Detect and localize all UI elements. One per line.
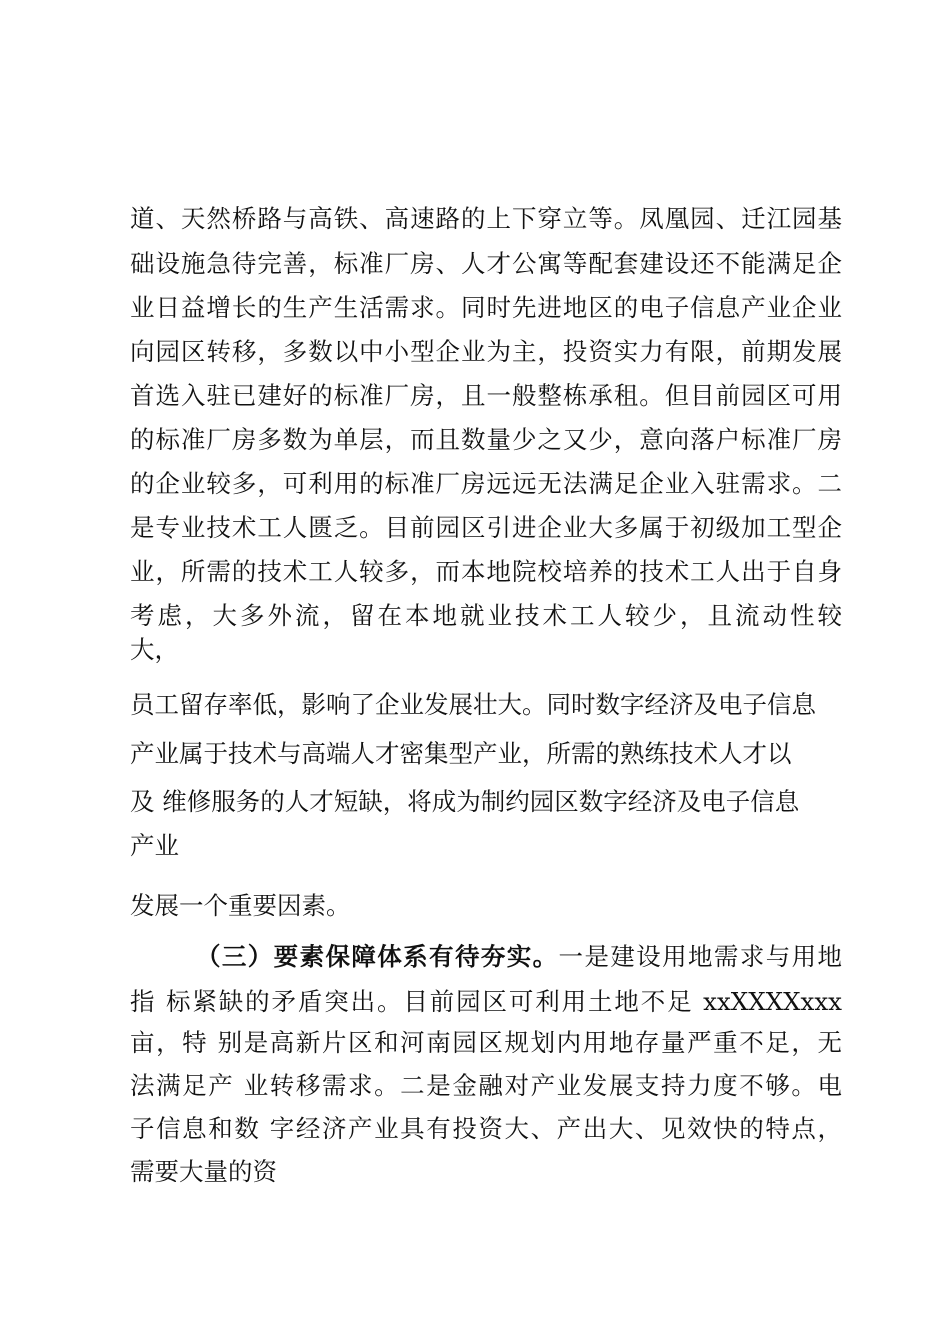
text-line: 及 维修服务的人才短缺，将成为制约园区数字经济及电子信息	[130, 787, 800, 816]
text-line: 员工留存率低，影响了企业发展壮大。同时数字经济及电子信息	[130, 690, 816, 719]
text-line: 产业	[130, 831, 179, 860]
section-text: 一是建设用地需求与用地	[558, 942, 842, 971]
section-heading-line	[196, 940, 842, 974]
text-line: 道、天然桥路与高铁、高速路的上下穿立等。凤凰园、迁江园基	[130, 204, 842, 233]
section-heading: （三）要素保障体系有待夯实。	[196, 942, 559, 971]
text-line: 向园区转移，多数以中小型企业为主，投资实力有限，前期发展	[130, 337, 842, 366]
text-line: 子信息和数 字经济产业具有投资大、产出大、见效快的特点，	[130, 1114, 842, 1143]
text-line: 的企业较多，可利用的标准厂房远远无法满足企业入驻需求。二	[130, 469, 842, 498]
text-line: 产业属于技术与高端人才密集型产业，所需的熟练技术人才以	[130, 739, 792, 768]
text-line: 业日益增长的生产生活需求。同时先进地区的电子信息产业企业	[130, 293, 842, 322]
text-line: 亩，特 别是高新片区和河南园区规划内用地存量严重不足，无	[130, 1028, 842, 1057]
text-line: 的标准厂房多数为单层，而且数量少之又少，意向落户标准厂房	[130, 425, 842, 454]
text-line: 考虑，大多外流，留在本地就业技术工人较少，且流动性较	[130, 601, 842, 630]
text-line: 发展一个重要因素。	[130, 891, 351, 920]
text-line: 业，所需的技术工人较多，而本地院校培养的技术工人出于自身	[130, 557, 842, 586]
text-line: 础设施急待完善，标准厂房、人才公寓等配套建设还不能满足企	[130, 249, 842, 278]
text-line: 指 标紧缺的矛盾突出。目前园区可利用土地不足 xxXXXXxxx	[130, 987, 842, 1016]
text-line: 大，	[130, 635, 179, 664]
text-line: 需要大量的资	[130, 1157, 277, 1186]
text-line: 是专业技术工人匮乏。目前园区引进企业大多属于初级加工型企	[130, 513, 842, 542]
text-line: 首选入驻已建好的标准厂房，且一般整栋承租。但目前园区可用	[130, 381, 842, 410]
text-line: 法满足产 业转移需求。二是金融对产业发展支持力度不够。电	[130, 1071, 842, 1100]
